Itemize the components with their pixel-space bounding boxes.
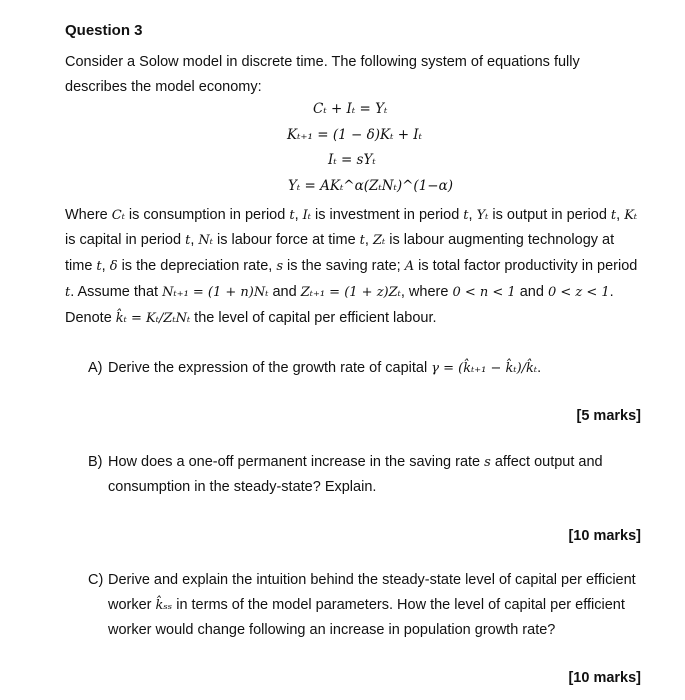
equation-capital-accumulation: Kₜ₊₁ = (1 − δ)Kₜ + Iₜ bbox=[287, 127, 422, 143]
part-c-line-3: worker would change following an increase in population growth rate? bbox=[108, 622, 556, 638]
question-title: Question 3 bbox=[65, 22, 143, 39]
definition-line-3: time t, δ is the depreciation rate, s is the saving rate; A is total factor productivity in period bbox=[65, 258, 638, 274]
equation-production: Yₜ = AKₜ^α(ZₜNₜ)^(1−α) bbox=[288, 178, 453, 194]
definition-line-4: t. Assume that Nₜ₊₁ = (1 + n)Nₜ and Zₜ₊₁ = (1 + z)Zₜ, where 0 < n < 1 and 0 < z < 1. bbox=[65, 284, 614, 300]
part-b-line-2: consumption in the steady-state? Explain. bbox=[108, 479, 377, 495]
equation-resource-constraint: Cₜ + Iₜ = Yₜ bbox=[313, 101, 388, 117]
part-b-marks: [10 marks] bbox=[568, 528, 641, 544]
part-c-line-1: Derive and explain the intuition behind the steady-state level of capital per efficient bbox=[108, 572, 636, 588]
part-c-line-2: worker k̂ₛₛ in terms of the model parameters. How the level of capital per efficient bbox=[108, 597, 625, 613]
definition-line-2: is capital in period t, Nₜ is labour force at time t, Zₜ is labour augmenting technology at bbox=[65, 232, 615, 248]
part-a-label: A) bbox=[88, 360, 103, 376]
part-b-label: B) bbox=[88, 454, 103, 470]
part-c-label: C) bbox=[88, 572, 104, 588]
part-b-line-1: How does a one-off permanent increase in the saving rate s affect output and bbox=[108, 454, 603, 470]
intro-line-1: Consider a Solow model in discrete time. The following system of equations fully bbox=[65, 54, 580, 70]
intro-line-2: describes the model economy: bbox=[65, 79, 262, 95]
part-a-text: Derive the expression of the growth rate of capital γ = (k̂ₜ₊₁ − k̂ₜ)/k̂ₜ. bbox=[108, 360, 542, 376]
equation-investment: Iₜ = sYₜ bbox=[328, 152, 376, 168]
definition-line-1: Where Cₜ is consumption in period t, Iₜ is investment in period t, Yₜ is output in period t, Kₜ bbox=[65, 207, 638, 223]
definition-line-5: Denote k̂ₜ = Kₜ/ZₜNₜ the level of capital per efficient labour. bbox=[65, 310, 437, 326]
part-a-marks: [5 marks] bbox=[576, 408, 641, 424]
part-c-marks: [10 marks] bbox=[568, 670, 641, 686]
